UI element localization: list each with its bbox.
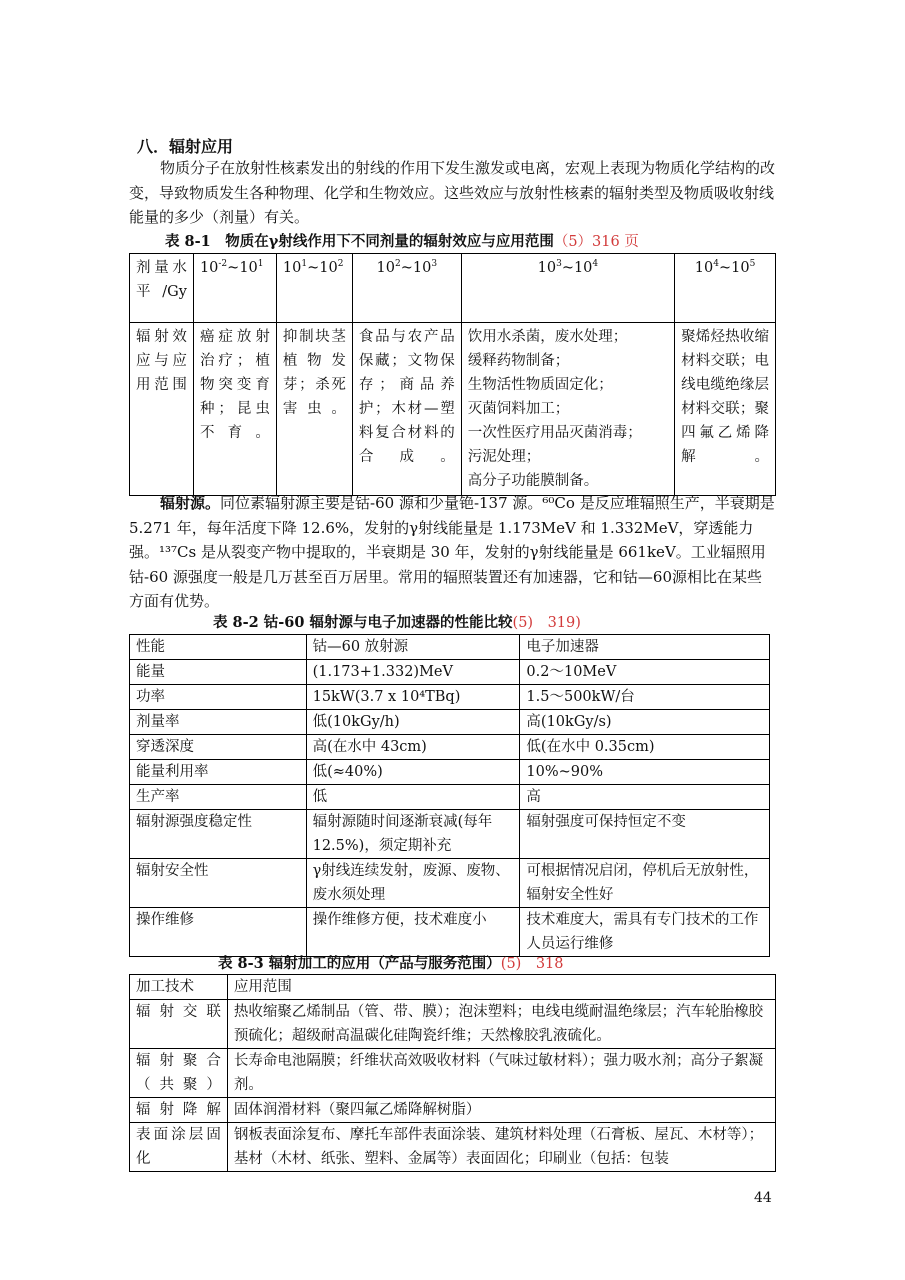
table-row: [130, 785, 770, 810]
section-heading: 八．辐射应用: [137, 137, 234, 156]
table2-cell: 辐射安全性: [130, 859, 307, 908]
table3-caption-text: 表 8-3 辐射加工的应用（产品与服务范围）: [218, 955, 501, 972]
table2-cell: 15kW(3.7 x 10⁴TBq): [306, 685, 520, 710]
effect-cell: 抑制块茎植物发芽；杀死害虫。: [276, 323, 352, 496]
dose-cell: $10^2\sim 10^3$: [352, 254, 461, 323]
intro-paragraph: [129, 156, 776, 230]
table1-caption-text: 表 8-1 物质在γ射线作用下不同剂量的辐射效应与应用范围: [165, 233, 554, 250]
table2-cell: (1.173+1.332)MeV: [306, 660, 520, 685]
dose-cell: $10^4\sim 10^5$: [675, 254, 776, 323]
table2-cell: 低: [306, 785, 520, 810]
table-row: [130, 1049, 776, 1098]
table3-cell: 辐射降解: [130, 1098, 228, 1123]
table3-cell: 表面涂层固化: [130, 1123, 228, 1172]
table-row: [130, 908, 770, 957]
table-row: [130, 1000, 776, 1049]
page-number: 44: [754, 1190, 772, 1206]
table-row: [130, 710, 770, 735]
table2-cell: 能量: [130, 660, 307, 685]
table-row: [130, 1123, 776, 1172]
effect-cell: 癌症放射治疗；植物突变育种；昆虫不育。: [193, 323, 276, 496]
table2-cell: 辐射强度可保持恒定不变: [520, 810, 770, 859]
radiation-source-lead: 辐射源。: [160, 494, 221, 512]
table2-cell: 1.5～500kW/台: [520, 685, 770, 710]
table2-cell: 辐射源强度稳定性: [130, 810, 307, 859]
effect-cell: 聚烯烃热收缩材料交联；电线电缆绝缘层材料交联；聚四氟乙烯降解。: [675, 323, 776, 496]
table2-header-cell: 钴—60 放射源: [306, 635, 520, 660]
table2-cell: 低(10kGy/h): [306, 710, 520, 735]
table3-header-cell: 应用范围: [227, 975, 775, 1000]
table2-cell: 能量利用率: [130, 760, 307, 785]
table2-cell: 可根据情况启闭，停机后无放射性，辐射安全性好: [520, 859, 770, 908]
table2-caption-text: 表 8-2 钴-60 辐射源与电子加速器的性能比较: [213, 614, 513, 631]
radiation-source-paragraph: [129, 491, 776, 614]
intro-text: 物质分子在放射性核素发出的射线的作用下发生激发或电离，宏观上表现为物质化学结构的改变，导致物质发生各种物理、化学和生物效应。这些效应与放射性核素的辐射类型及物质吸收射线能量的多少（剂量）有关。: [129, 159, 776, 226]
table2-cell: 操作维修: [130, 908, 307, 957]
table2-cell: 技术难度大，需具有专门技术的工作人员运行维修: [520, 908, 770, 957]
source-comparison-table: [129, 634, 770, 957]
table3-cell: 钢板表面涂复布、摩托车部件表面涂装、建筑材料处理（石膏板、屋瓦、木材等）；基材（木材、纸张、塑料、金属等）表面固化；印刷业（包括：包装: [227, 1123, 775, 1172]
table-row: [130, 859, 770, 908]
table-row: [130, 660, 770, 685]
table2-cell: 低(≈40%): [306, 760, 520, 785]
radiation-source-text: 同位素辐射源主要是钴-60 源和少量铯-137 源。⁶⁰Co 是反应堆辐照生产，半衰期是 5.271 年，每年活度下降 12.6%，发射的γ射线能量是 1.173MeV 和 1.332MeV，穿透能力强。¹³⁷Cs 是从裂变产物中提取的，半衰期是 30 年，发射的γ射线能量是 661keV。工业辐照用钴-60 源强度一般是几万甚至百万居里。常用的辐照装置还有加速器，它和钴—60源相比在某些方面有优势。: [129, 494, 775, 610]
table2-caption: [213, 611, 581, 632]
table3-ref: (5) 318: [500, 956, 564, 972]
table2-cell: 高: [520, 785, 770, 810]
table-row: [130, 810, 770, 859]
dose-effect-table: [129, 253, 776, 496]
table3-header-cell: 加工技术: [130, 975, 228, 1000]
table3-cell: 固体润滑材料（聚四氟乙烯降解树脂）: [227, 1098, 775, 1123]
dose-cell: $10^3\sim 10^4$: [461, 254, 674, 323]
effect-cell: 食品与农产品保藏；文物保存；商品养护；木材—塑料复合材料的合成。: [352, 323, 461, 496]
dose-cell: $10^1\sim 10^2$: [276, 254, 352, 323]
table3-cell: 长寿命电池隔膜；纤维状高效吸收材料（气味过敏材料）；强力吸水剂；高分子絮凝剂。: [227, 1049, 775, 1098]
table2-cell: 低(在水中 0.35cm): [520, 735, 770, 760]
table-row: [130, 735, 770, 760]
table2-cell: 剂量率: [130, 710, 307, 735]
table2-header-cell: 电子加速器: [520, 635, 770, 660]
table-row: [130, 685, 770, 710]
table2-ref: (5) 319): [512, 615, 581, 631]
table1-caption: [165, 230, 639, 251]
effect-header: 辐射效应与应用范围: [130, 323, 194, 496]
table2-header-cell: 性能: [130, 635, 307, 660]
table3-caption: [218, 952, 564, 973]
table2-cell: 辐射源随时间逐渐衰减(每年12.5%)，须定期补充: [306, 810, 520, 859]
table3-cell: 辐射交联: [130, 1000, 228, 1049]
table2-cell: 生产率: [130, 785, 307, 810]
table2-cell: 操作维修方便，技术难度小: [306, 908, 520, 957]
table1-ref: （5）316 页: [553, 234, 639, 250]
processing-application-table: [129, 974, 776, 1172]
table2-cell: γ射线连续发射，废源、废物、废水须处理: [306, 859, 520, 908]
table3-cell: 辐射聚合（共聚）: [130, 1049, 228, 1098]
table2-cell: 高(在水中 43cm): [306, 735, 520, 760]
table2-cell: 穿透深度: [130, 735, 307, 760]
table-row: [130, 1098, 776, 1123]
table3-cell: 热收缩聚乙烯制品（管、带、膜）；泡沫塑料；电线电缆耐温绝缘层；汽车轮胎橡胶预硫化；超级耐高温碳化硅陶瓷纤维；天然橡胶乳液硫化。: [227, 1000, 775, 1049]
table2-cell: 0.2～10MeV: [520, 660, 770, 685]
dose-cell: $10^{-2}\sim 10^1$: [193, 254, 276, 323]
dose-level-header: 剂量水平/Gy: [130, 254, 194, 323]
table-row: [130, 760, 770, 785]
effect-cell: 饮用水杀菌，废水处理； 缓释药物制备； 生物活性物质固定化； 灭菌饲料加工； 一次性医疗用品灭菌消毒； 污泥处理； 高分子功能膜制备。: [461, 323, 674, 496]
table2-cell: 高(10kGy/s): [520, 710, 770, 735]
table2-cell: 10%~90%: [520, 760, 770, 785]
table2-cell: 功率: [130, 685, 307, 710]
